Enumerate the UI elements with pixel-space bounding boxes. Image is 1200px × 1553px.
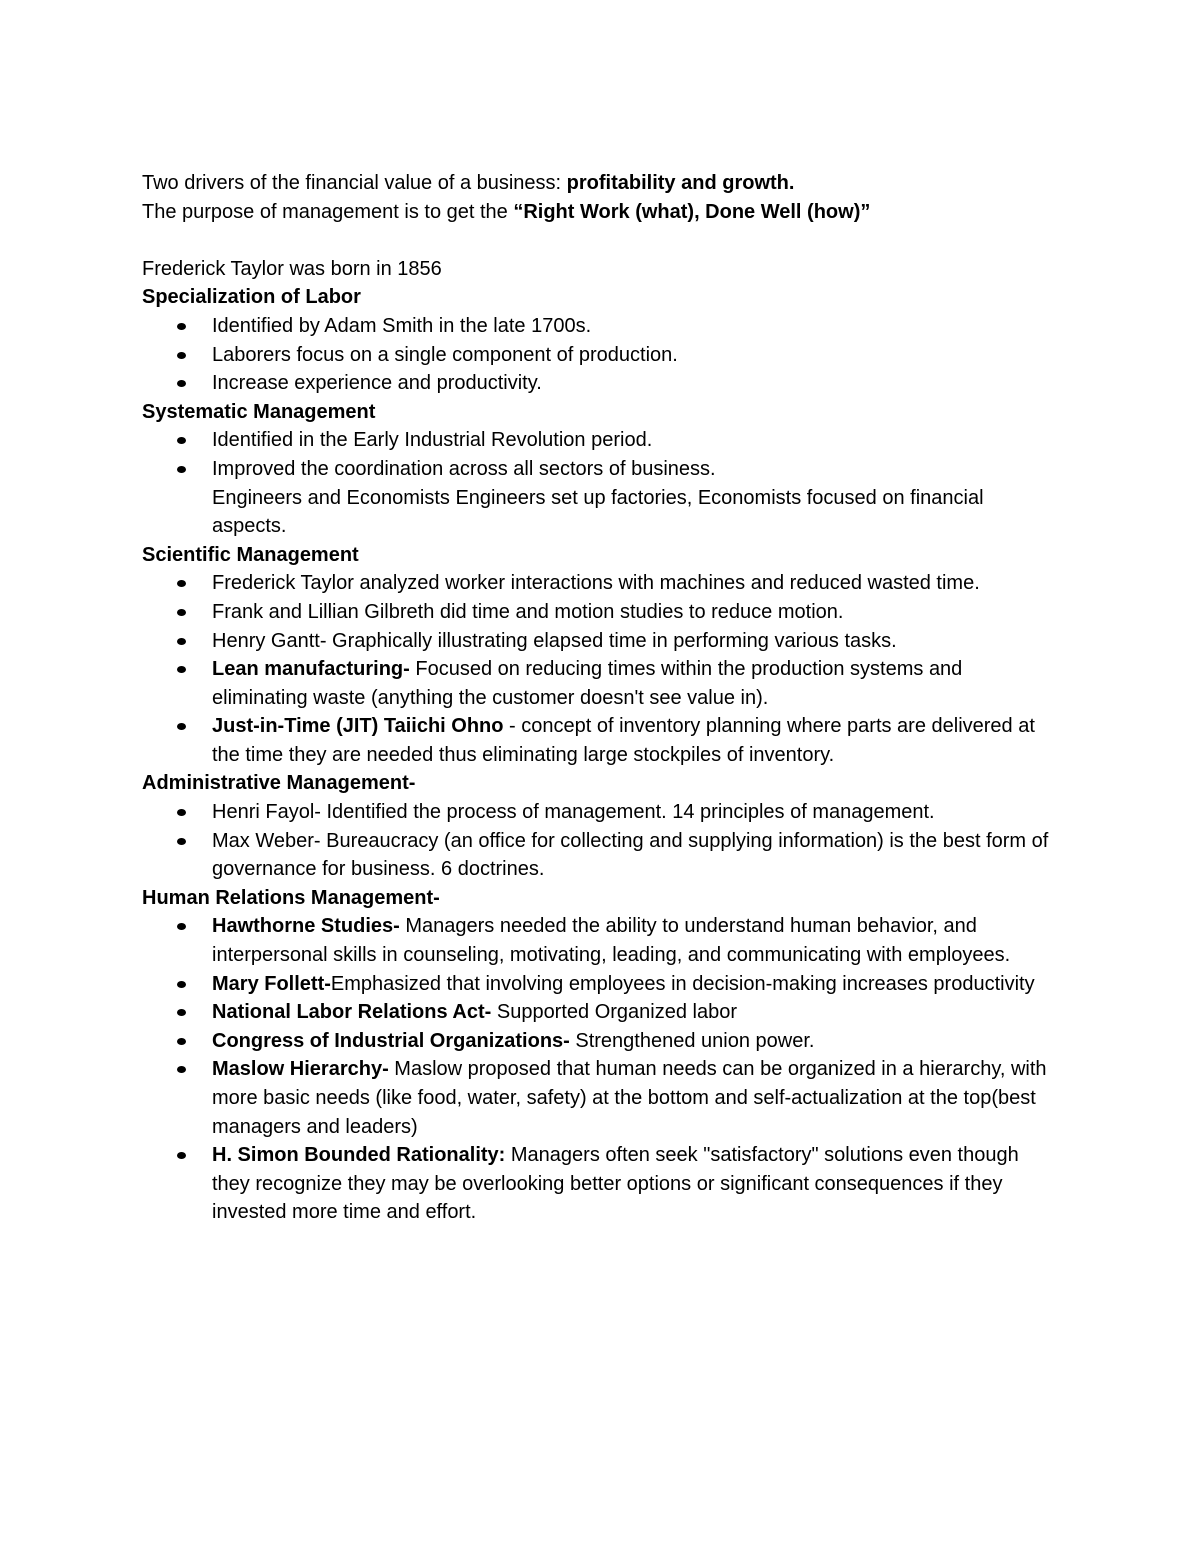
taylor-born-line: Frederick Taylor was born in 1856 bbox=[142, 257, 442, 280]
bullet-icon bbox=[177, 723, 186, 730]
list-item bbox=[142, 369, 1062, 398]
document-body bbox=[142, 169, 1062, 1227]
item-text: Identified in the Early Industrial Revolution period. bbox=[212, 429, 653, 452]
section-heading-human-relations: Human Relations Management- bbox=[142, 886, 440, 909]
list-item bbox=[142, 1027, 1062, 1056]
item-text: Max Weber- Bureaucracy (an office for collecting and supplying information) is the best form of governance for business. 6 doctrines. bbox=[212, 829, 1049, 881]
item-bold: Just-in-Time (JIT) Taiichi Ohno bbox=[212, 715, 504, 738]
item-text: Henry Gantt- Graphically illustrating elapsed time in performing various tasks. bbox=[212, 629, 897, 652]
item-text: Improved the coordination across all sectors of business. bbox=[212, 457, 716, 480]
item-text: Identified by Adam Smith in the late 1700s. bbox=[212, 314, 592, 337]
intro-bold: profitability and growth. bbox=[566, 172, 795, 194]
intro-text: Two drivers of the financial value of a business: bbox=[142, 172, 567, 194]
list-item bbox=[142, 827, 1062, 884]
bullet-icon bbox=[177, 809, 186, 816]
item-text: Frederick Taylor analyzed worker interactions with machines and reduced wasted time. bbox=[212, 572, 980, 595]
item-bold: H. Simon Bounded Rationality: bbox=[212, 1144, 506, 1167]
list-item bbox=[142, 1141, 1062, 1227]
list-item bbox=[142, 912, 1062, 969]
item-text: Increase experience and productivity. bbox=[212, 372, 542, 395]
bullet-icon bbox=[177, 838, 186, 845]
item-bold: National Labor Relations Act- bbox=[212, 1001, 492, 1024]
bullet-icon bbox=[177, 466, 186, 473]
bullet-icon bbox=[177, 981, 186, 988]
item-text: - concept of inventory planning where parts are delivered at the time they are needed thus eliminating large stockpiles of inventory. bbox=[212, 715, 1035, 766]
item-text: Managers needed the ability to understand human behavior, and interpersonal skills in counseling, motivating, leading, and communicating with employees. bbox=[212, 915, 1011, 967]
bullet-icon bbox=[177, 1009, 186, 1016]
list-item bbox=[142, 312, 1062, 341]
item-text: Supported Organized labor bbox=[491, 1001, 738, 1024]
item-bold: Maslow Hierarchy- bbox=[212, 1058, 389, 1081]
item-bold: Lean manufacturing- bbox=[212, 658, 410, 681]
item-text: Maslow proposed that human needs can be organized in a hierarchy, with more basic needs (like food, water, safety) at the bottom and self-actualization at the top(best managers and leaders) bbox=[212, 1058, 1047, 1138]
list-item bbox=[142, 798, 1062, 827]
intro-line-drivers bbox=[142, 169, 1062, 198]
list-item bbox=[142, 426, 1062, 455]
list-item bbox=[142, 341, 1062, 370]
item-text: Frank and Lillian Gilbreth did time and motion studies to reduce motion. bbox=[212, 600, 844, 623]
bullet-icon bbox=[177, 638, 186, 645]
bullet-icon bbox=[177, 437, 186, 444]
item-bold: Mary Follett- bbox=[212, 972, 331, 995]
item-text: Focused on reducing times within the production systems and eliminating waste (anything the customer doesn't see value in). bbox=[212, 658, 963, 709]
item-text: Managers often seek "satisfactory" solutions even though they recognize they may be overlooking better options or significant consequences if they invested more time and effort. bbox=[212, 1144, 1019, 1224]
bullet-icon bbox=[177, 352, 186, 359]
item-text: Laborers focus on a single component of production. bbox=[212, 343, 678, 366]
section-heading-specialization: Specialization of Labor bbox=[142, 286, 361, 309]
list-item bbox=[142, 598, 1062, 627]
list-item bbox=[142, 998, 1062, 1027]
bullet-icon bbox=[177, 1066, 186, 1073]
bullet-icon bbox=[177, 666, 186, 673]
list-item bbox=[142, 970, 1062, 999]
intro-line-purpose bbox=[142, 198, 1062, 227]
intro-bold: “Right Work (what), Done Well (how)” bbox=[513, 200, 871, 223]
list-item bbox=[142, 627, 1062, 656]
item-text: Strengthened union power. bbox=[569, 1029, 815, 1052]
bullet-icon bbox=[177, 323, 186, 330]
list-continuation: Engineers and Economists Engineers set up factories, Economists focused on financial aspects. bbox=[212, 486, 984, 538]
item-text: Henri Fayol- Identified the process of management. 14 principles of management. bbox=[212, 801, 935, 824]
item-text: Emphasized that involving employees in decision-making increases productivity bbox=[330, 972, 1035, 995]
list-item bbox=[142, 569, 1062, 598]
section-heading-scientific: Scientific Management bbox=[142, 543, 359, 566]
blank-line bbox=[142, 226, 1062, 255]
item-bold: Congress of Industrial Organizations- bbox=[212, 1029, 570, 1052]
list-item bbox=[142, 655, 1062, 712]
list-item bbox=[142, 455, 1062, 484]
bullet-icon bbox=[177, 1152, 186, 1159]
bullet-icon bbox=[177, 380, 186, 387]
section-heading-administrative: Administrative Management- bbox=[142, 772, 416, 795]
list-item bbox=[142, 712, 1062, 769]
list-item bbox=[142, 1055, 1062, 1141]
intro-text: The purpose of management is to get the bbox=[142, 200, 514, 223]
bullet-icon bbox=[177, 923, 186, 930]
item-bold: Hawthorne Studies- bbox=[212, 915, 400, 938]
bullet-icon bbox=[177, 580, 186, 587]
bullet-icon bbox=[177, 609, 186, 616]
section-heading-systematic: Systematic Management bbox=[142, 400, 376, 423]
bullet-icon bbox=[177, 1038, 186, 1045]
